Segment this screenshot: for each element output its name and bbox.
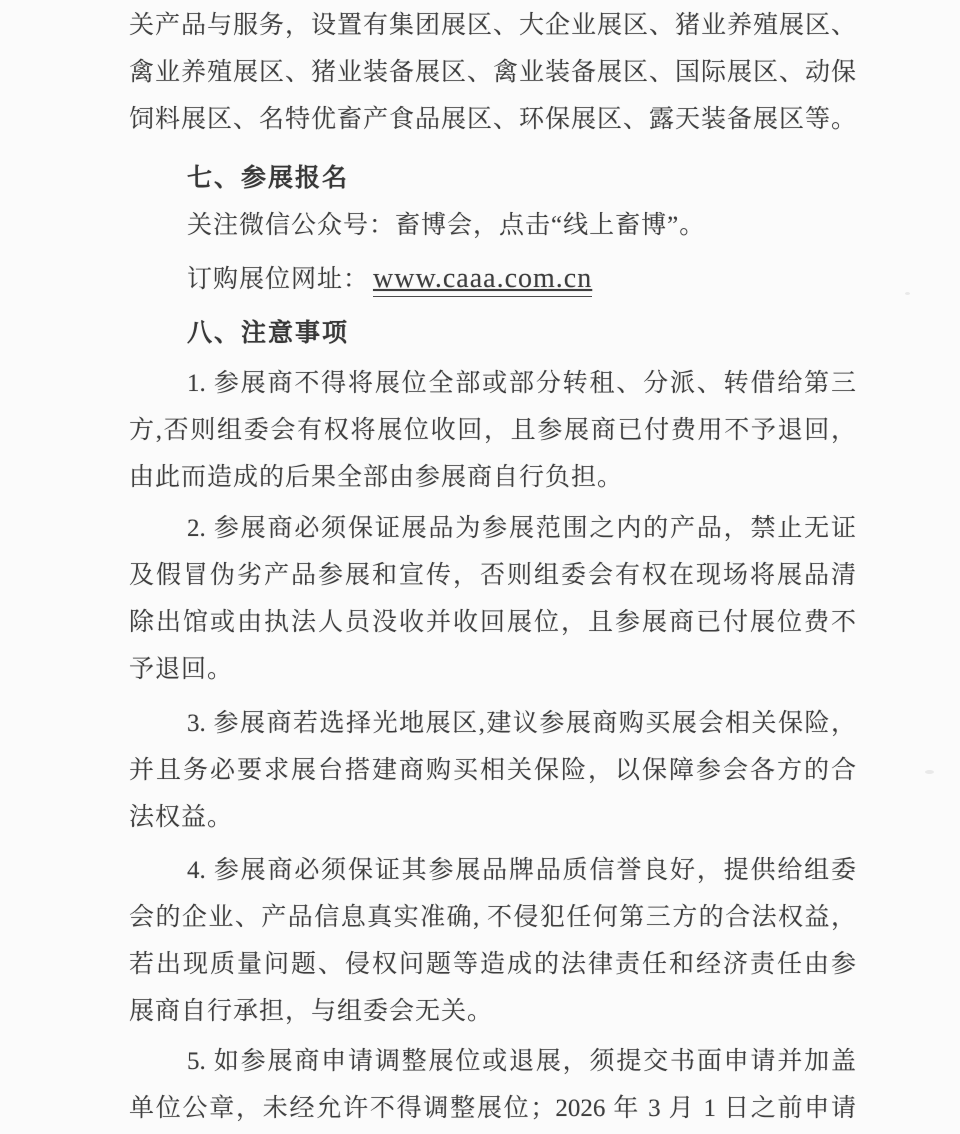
note-2-line: 2. 参展商必须保证展品为参展范围之内的产品，禁止无证 bbox=[187, 515, 856, 542]
scan-speckle bbox=[925, 770, 934, 774]
note-2-line: 及假冒伪劣产品参展和宣传，否则组委会有权在现场将展品清 bbox=[129, 562, 856, 589]
document-text-block bbox=[129, 2, 856, 1132]
scan-speckle bbox=[905, 292, 910, 295]
booking-url-line bbox=[129, 255, 856, 303]
note-4-line: 4. 参展商必须保证其参展品牌品质信誉良好，提供给组委 bbox=[187, 857, 856, 884]
note-4-line: 会的企业、产品信息真实准确, 不侵犯任何第三方的合法权益， bbox=[129, 904, 856, 931]
paragraph-line: 饲料展区、名特优畜产食品展区、环保展区、露天装备展区等。 bbox=[129, 106, 856, 133]
note-2-line: 除出馆或由执法人员没收并收回展位，且参展商已付展位费不 bbox=[129, 609, 856, 636]
wechat-signup-line: 关注微信公众号：畜博会，点击“线上畜博”。 bbox=[187, 212, 706, 239]
note-4-line: 展商自行承担，与组委会无关。 bbox=[129, 998, 494, 1025]
booking-url-link[interactable]: www.caaa.com.cn bbox=[373, 263, 592, 297]
note-5-line: 单位公章，未经允许不得调整展位；2026 年 3 月 1 日之前申请 bbox=[129, 1095, 856, 1122]
note-5-line: 5. 如参展商申请调整展位或退展，须提交书面申请并加盖 bbox=[187, 1048, 856, 1075]
section-7-heading: 七、参展报名 bbox=[187, 165, 350, 192]
note-3-line: 3. 参展商若选择光地展区,建议参展商购买展会相关保险， bbox=[187, 710, 856, 737]
booking-url-label: 订购展位网址： bbox=[187, 266, 370, 293]
note-1-line: 由此而造成的后果全部由参展商自行负担。 bbox=[129, 464, 624, 491]
section-8-heading: 八、注意事项 bbox=[187, 320, 350, 347]
note-3-line: 法权益。 bbox=[129, 804, 234, 831]
note-2-line: 予退回。 bbox=[129, 656, 234, 683]
paragraph-line: 关产品与服务，设置有集团展区、大企业展区、猪业养殖展区、 bbox=[129, 12, 856, 39]
note-1-line: 1. 参展商不得将展位全部或部分转租、分派、转借给第三 bbox=[187, 370, 856, 397]
note-4-line: 若出现质量问题、侵权问题等造成的法律责任和经济责任由参 bbox=[129, 951, 856, 978]
note-3-line: 并且务必要求展台搭建商购买相关保险，以保障参会各方的合 bbox=[129, 757, 856, 784]
paragraph-line: 禽业养殖展区、猪业装备展区、禽业装备展区、国际展区、动保 bbox=[129, 59, 856, 86]
note-1-line: 方,否则组委会有权将展位收回，且参展商已付费用不予退回， bbox=[129, 417, 856, 444]
